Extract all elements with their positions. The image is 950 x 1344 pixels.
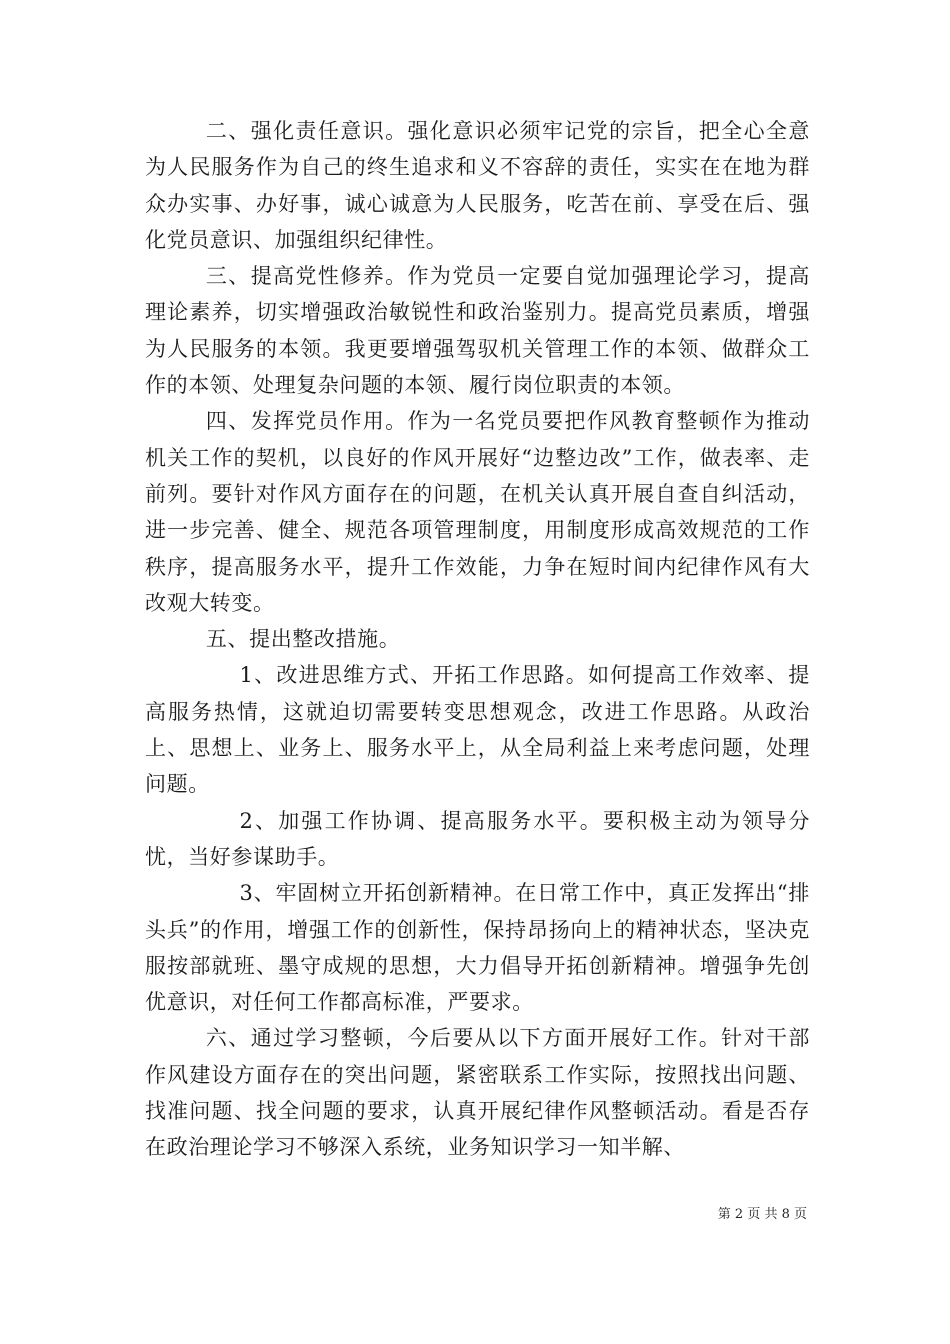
paragraph-member-role: 四、发挥党员作用。作为一名党员要把作风教育整顿作为推动机关工作的契机，以良好的作风开展好“边整边改”工作，做表率、走前列。要针对作风方面存在的问题，在机关认真开展自查自纠活动，进一步完善、健全、规范各项管理制度，用制度形成高效规范的工作秩序，提高服务水平，提升工作效能，力争在短时间内纪律作风有大改观大转变。 (145, 409, 810, 615)
paragraph-future-work: 六、通过学习整顿，今后要从以下方面开展好工作。针对干部作风建设方面存在的突出问题，紧密联系工作实际，按照找出问题、找准问题、找全问题的要求，认真开展纪律作风整顿活动。看是否存在政治理论学习不够深入系统，业务知识学习一知半解、 (145, 1026, 810, 1160)
paragraph-measure-1: 1、改进思维方式、开拓工作思路。如何提高工作效率、提高服务热情，这就迫切需要转变思想观念，改进工作思路。从政治上、思想上、业务上、服务水平上，从全局利益上来考虑问题，处理问题。 (145, 663, 810, 797)
paragraph-strengthen-responsibility: 二、强化责任意识。强化意识必须牢记党的宗旨，把全心全意为人民服务作为自己的终生追求和义不容辞的责任，实实在在地为群众办实事、办好事，诚心诚意为人民服务，吃苦在前、享受在后、强化党员意识、加强组织纪律性。 (145, 119, 810, 252)
paragraph-measure-2: 2、加强工作协调、提高服务水平。要积极主动为领导分忧，当好参谋助手。 (145, 808, 810, 869)
page-number: 第 2 页 共 8 页 (717, 1207, 807, 1222)
document-body (145, 113, 810, 1166)
paragraph-measure-3: 3、牢固树立开拓创新精神。在日常工作中，真正发挥出“排头兵”的作用，增强工作的创新性，保持昂扬向上的精神状态，坚决克服按部就班、墨守成规的思想，大力倡导开拓创新精神。增强争先创优意识，对任何工作都高标准，严要求。 (145, 881, 810, 1015)
paragraph-improve-party-spirit: 三、提高党性修养。作为党员一定要自觉加强理论学习，提高理论素养，切实增强政治敏锐性和政治鉴别力。提高党员素质，增强为人民服务的本领。我更要增强驾驭机关管理工作的本领、做群众工作的本领、处理复杂问题的本领、履行岗位职责的本领。 (145, 264, 810, 398)
paragraph-rectification-heading: 五、提出整改措施。 (205, 627, 401, 652)
